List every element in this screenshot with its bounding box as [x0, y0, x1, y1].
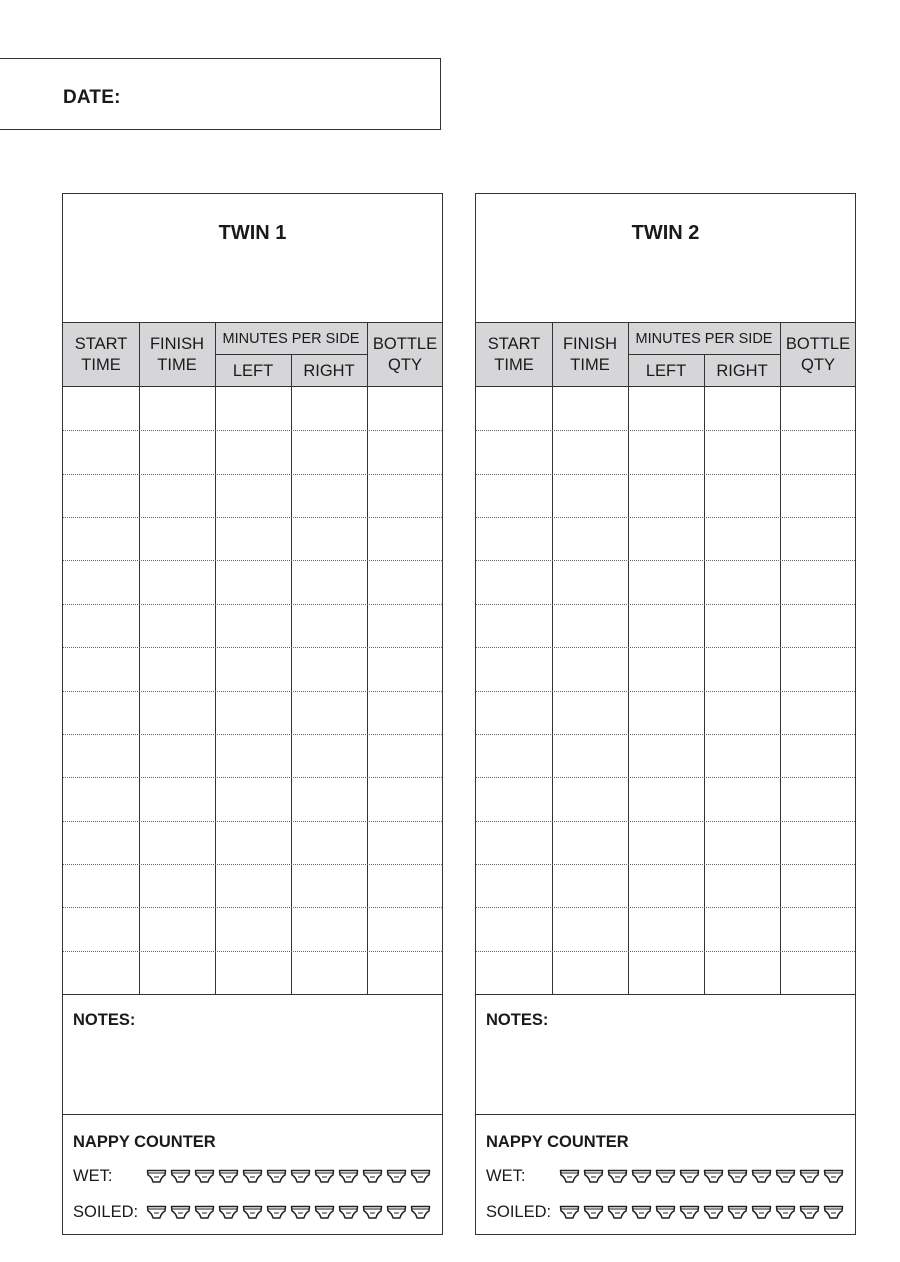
- nappy-icon[interactable]: [799, 1168, 820, 1184]
- nappy-icon[interactable]: [679, 1168, 700, 1184]
- log-row-divider: [63, 560, 442, 561]
- nappy-icon[interactable]: [655, 1168, 676, 1184]
- log-row-divider: [476, 864, 855, 865]
- nappy-icon[interactable]: [751, 1168, 772, 1184]
- feed-table-header: [63, 322, 442, 387]
- nappy-icon[interactable]: [655, 1204, 676, 1220]
- log-row-divider: [63, 821, 442, 822]
- nappy-icon[interactable]: [386, 1168, 407, 1184]
- nappy-icon[interactable]: [218, 1168, 239, 1184]
- minutes-per-side-header: MINUTES PER SIDE: [222, 331, 360, 347]
- nappy-icon[interactable]: [362, 1168, 383, 1184]
- nappy-icon[interactable]: [559, 1204, 580, 1220]
- date-label: DATE:: [63, 87, 121, 108]
- nappy-icon[interactable]: [338, 1204, 359, 1220]
- minutes-per-side-header: MINUTES PER SIDE: [635, 331, 773, 347]
- nappy-icon[interactable]: [146, 1168, 167, 1184]
- notes-label: NOTES:: [486, 1011, 549, 1029]
- log-row-divider: [476, 777, 855, 778]
- nappy-icon[interactable]: [290, 1204, 311, 1220]
- nappy-icon[interactable]: [679, 1204, 700, 1220]
- nappy-icon[interactable]: [631, 1168, 652, 1184]
- soiled-label: SOILED:: [73, 1203, 139, 1221]
- nappy-icon[interactable]: [607, 1168, 628, 1184]
- soiled-nappy-icons[interactable]: [559, 1204, 844, 1220]
- nappy-icon[interactable]: [146, 1204, 167, 1220]
- nappy-icon[interactable]: [410, 1168, 431, 1184]
- nappy-counter: [476, 1114, 855, 1234]
- start-time-header: START TIME: [487, 334, 541, 374]
- finish-time-header: FINISH TIME: [562, 334, 618, 374]
- nappy-icon[interactable]: [362, 1204, 383, 1220]
- nappy-icon[interactable]: [727, 1168, 748, 1184]
- soiled-label: SOILED:: [486, 1203, 552, 1221]
- nappy-icon[interactable]: [338, 1168, 359, 1184]
- feed-log-rows[interactable]: [63, 387, 442, 994]
- right-header: RIGHT: [716, 362, 768, 380]
- wet-nappy-icons[interactable]: [146, 1168, 431, 1184]
- nappy-icon[interactable]: [410, 1204, 431, 1220]
- log-row-divider: [476, 734, 855, 735]
- log-row-divider: [476, 604, 855, 605]
- nappy-icon[interactable]: [266, 1168, 287, 1184]
- log-row-divider: [476, 517, 855, 518]
- date-box[interactable]: [0, 58, 441, 130]
- log-row-divider: [63, 474, 442, 475]
- notes-area[interactable]: [476, 994, 855, 1114]
- twin-title: TWIN 1: [218, 222, 287, 244]
- nappy-icon[interactable]: [703, 1168, 724, 1184]
- nappy-icon[interactable]: [631, 1204, 652, 1220]
- nappy-icon[interactable]: [583, 1204, 604, 1220]
- feed-log-rows[interactable]: [476, 387, 855, 994]
- nappy-icon[interactable]: [314, 1204, 335, 1220]
- log-row-divider: [63, 734, 442, 735]
- log-row-divider: [476, 560, 855, 561]
- start-time-header: START TIME: [74, 334, 128, 374]
- log-row-divider: [63, 604, 442, 605]
- left-header: LEFT: [232, 362, 274, 380]
- log-row-divider: [476, 907, 855, 908]
- nappy-icon[interactable]: [823, 1168, 844, 1184]
- log-row-divider: [476, 951, 855, 952]
- right-header: RIGHT: [303, 362, 355, 380]
- log-row-divider: [476, 430, 855, 431]
- log-row-divider: [63, 951, 442, 952]
- nappy-icon[interactable]: [266, 1204, 287, 1220]
- nappy-counter: [63, 1114, 442, 1234]
- wet-nappy-icons[interactable]: [559, 1168, 844, 1184]
- finish-time-header: FINISH TIME: [149, 334, 205, 374]
- bottle-qty-header: BOTTLE QTY: [785, 334, 851, 374]
- log-row-divider: [63, 777, 442, 778]
- nappy-icon[interactable]: [607, 1204, 628, 1220]
- nappy-icon[interactable]: [559, 1168, 580, 1184]
- feed-table-header: [476, 322, 855, 387]
- nappy-icon[interactable]: [242, 1168, 263, 1184]
- log-row-divider: [476, 821, 855, 822]
- log-row-divider: [63, 907, 442, 908]
- bottle-qty-header: BOTTLE QTY: [372, 334, 438, 374]
- nappy-icon[interactable]: [194, 1204, 215, 1220]
- nappy-icon[interactable]: [218, 1204, 239, 1220]
- nappy-icon[interactable]: [194, 1168, 215, 1184]
- nappy-icon[interactable]: [775, 1168, 796, 1184]
- log-row-divider: [63, 647, 442, 648]
- twin-1-panel: [62, 193, 443, 1235]
- log-row-divider: [63, 430, 442, 431]
- twin-title: TWIN 2: [631, 222, 700, 244]
- soiled-nappy-icons[interactable]: [146, 1204, 431, 1220]
- notes-area[interactable]: [63, 994, 442, 1114]
- log-row-divider: [63, 517, 442, 518]
- nappy-icon[interactable]: [799, 1204, 820, 1220]
- nappy-icon[interactable]: [823, 1204, 844, 1220]
- nappy-icon[interactable]: [775, 1204, 796, 1220]
- nappy-counter-title: NAPPY COUNTER: [73, 1133, 216, 1151]
- twin-2-panel: [475, 193, 856, 1235]
- nappy-icon[interactable]: [386, 1204, 407, 1220]
- log-row-divider: [63, 691, 442, 692]
- wet-label: WET:: [486, 1167, 526, 1185]
- nappy-icon[interactable]: [170, 1168, 191, 1184]
- nappy-icon[interactable]: [290, 1168, 311, 1184]
- nappy-icon[interactable]: [242, 1204, 263, 1220]
- nappy-icon[interactable]: [703, 1204, 724, 1220]
- nappy-icon[interactable]: [751, 1204, 772, 1220]
- notes-label: NOTES:: [73, 1011, 136, 1029]
- nappy-icon[interactable]: [583, 1168, 604, 1184]
- nappy-icon[interactable]: [170, 1204, 191, 1220]
- log-row-divider: [63, 864, 442, 865]
- log-row-divider: [476, 647, 855, 648]
- log-row-divider: [476, 474, 855, 475]
- wet-label: WET:: [73, 1167, 113, 1185]
- log-row-divider: [476, 691, 855, 692]
- left-header: LEFT: [645, 362, 687, 380]
- nappy-icon[interactable]: [314, 1168, 335, 1184]
- nappy-counter-title: NAPPY COUNTER: [486, 1133, 629, 1151]
- nappy-icon[interactable]: [727, 1204, 748, 1220]
